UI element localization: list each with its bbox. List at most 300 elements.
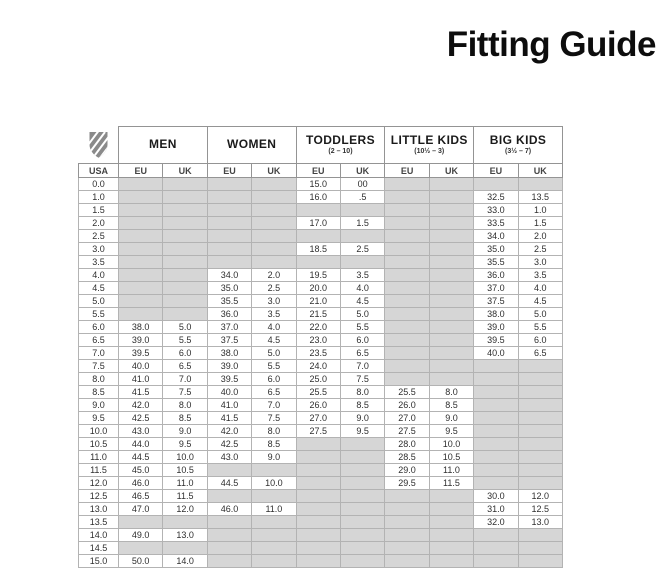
size-cell: 9.0 — [252, 451, 296, 464]
size-cell: 35.5 — [207, 295, 251, 308]
size-cell: 2.5 — [340, 243, 384, 256]
size-cell — [340, 477, 384, 490]
size-cell: 13.0 — [518, 516, 562, 529]
size-cell — [340, 438, 384, 451]
size-cell: 6.5 — [163, 360, 207, 373]
size-cell: 3.5 — [340, 269, 384, 282]
size-cell — [119, 178, 163, 191]
size-cell — [518, 386, 562, 399]
size-cell — [207, 555, 251, 568]
usa-size-cell: 13.0 — [79, 503, 119, 516]
size-cell: 44.5 — [207, 477, 251, 490]
size-cell: 1.0 — [518, 204, 562, 217]
size-cell — [207, 191, 251, 204]
size-cell — [252, 217, 296, 230]
size-cell: 30.0 — [474, 490, 518, 503]
table-row — [79, 269, 563, 282]
usa-size-cell: 1.5 — [79, 204, 119, 217]
size-cell: 44.0 — [119, 438, 163, 451]
size-cell — [163, 243, 207, 256]
size-cell — [385, 217, 429, 230]
size-cell — [385, 360, 429, 373]
size-cell: 32.5 — [474, 191, 518, 204]
size-cell: 42.0 — [207, 425, 251, 438]
size-cell — [474, 399, 518, 412]
size-cell — [429, 503, 473, 516]
size-cell: 39.5 — [119, 347, 163, 360]
size-cell: 4.0 — [340, 282, 384, 295]
usa-size-cell: 5.5 — [79, 308, 119, 321]
table-row — [79, 477, 563, 490]
size-cell: 27.5 — [385, 425, 429, 438]
usa-size-cell: 7.0 — [79, 347, 119, 360]
usa-size-cell: 15.0 — [79, 555, 119, 568]
size-cell — [296, 477, 340, 490]
usa-size-cell: 12.0 — [79, 477, 119, 490]
table-row — [79, 542, 563, 555]
table-row — [79, 373, 563, 386]
table-row — [79, 464, 563, 477]
size-cell: 24.0 — [296, 360, 340, 373]
table-row — [79, 438, 563, 451]
size-cell — [385, 516, 429, 529]
size-cell: 3.0 — [252, 295, 296, 308]
usa-size-cell: 4.5 — [79, 282, 119, 295]
size-cell: 9.0 — [340, 412, 384, 425]
size-cell — [296, 555, 340, 568]
size-cell — [518, 360, 562, 373]
size-cell — [474, 178, 518, 191]
size-cell — [119, 191, 163, 204]
size-cell: 5.5 — [252, 360, 296, 373]
table-row — [79, 191, 563, 204]
size-cell: 38.0 — [474, 308, 518, 321]
group-header-toddlers — [296, 127, 385, 164]
usa-size-cell: 6.0 — [79, 321, 119, 334]
size-cell — [385, 347, 429, 360]
usa-size-cell: 2.5 — [79, 230, 119, 243]
size-cell: 10.0 — [429, 438, 473, 451]
size-cell — [252, 178, 296, 191]
size-cell — [340, 230, 384, 243]
size-cell: 37.5 — [474, 295, 518, 308]
size-cell — [429, 295, 473, 308]
size-cell — [429, 529, 473, 542]
subheader-eu: EU — [474, 164, 518, 178]
size-cell: 3.5 — [252, 308, 296, 321]
usa-size-cell: 10.0 — [79, 425, 119, 438]
size-cell — [429, 321, 473, 334]
kswiss-shield-logo — [79, 131, 119, 159]
size-cell: 10.5 — [429, 451, 473, 464]
size-cell: 7.5 — [340, 373, 384, 386]
subheader-uk: UK — [518, 164, 562, 178]
group-header-little-kids — [385, 127, 474, 164]
size-cell: 42.0 — [119, 399, 163, 412]
table-row — [79, 308, 563, 321]
size-cell: 27.0 — [296, 412, 340, 425]
size-cell: 9.0 — [429, 412, 473, 425]
size-cell: 26.0 — [296, 399, 340, 412]
size-cell — [252, 464, 296, 477]
size-cell — [385, 178, 429, 191]
size-cell — [518, 373, 562, 386]
size-cell: 25.5 — [385, 386, 429, 399]
page-title: Fitting Guide — [446, 25, 656, 64]
size-cell: 29.5 — [385, 477, 429, 490]
size-cell: 37.0 — [207, 321, 251, 334]
size-cell: 36.0 — [207, 308, 251, 321]
size-cell: 8.0 — [429, 386, 473, 399]
size-cell — [163, 282, 207, 295]
size-cell — [119, 282, 163, 295]
size-cell: 2.5 — [518, 243, 562, 256]
size-cell: 26.0 — [385, 399, 429, 412]
size-cell — [429, 555, 473, 568]
size-cell — [429, 217, 473, 230]
table-row — [79, 425, 563, 438]
group-range: (3½ – 7) — [505, 148, 532, 156]
subheader-uk: UK — [340, 164, 384, 178]
usa-size-cell: 3.5 — [79, 256, 119, 269]
size-cell: 11.0 — [163, 477, 207, 490]
size-cell — [163, 217, 207, 230]
size-cell — [474, 412, 518, 425]
size-cell — [340, 464, 384, 477]
size-cell — [252, 230, 296, 243]
usa-size-cell: 3.0 — [79, 243, 119, 256]
size-cell — [385, 295, 429, 308]
size-cell — [385, 243, 429, 256]
size-cell: 40.0 — [207, 386, 251, 399]
group-range: (10½ – 3) — [414, 148, 445, 156]
size-cell: 9.5 — [163, 438, 207, 451]
size-cell — [474, 360, 518, 373]
size-cell — [385, 373, 429, 386]
size-cell — [207, 490, 251, 503]
table-row — [79, 503, 563, 516]
size-cell — [429, 178, 473, 191]
size-cell — [518, 542, 562, 555]
size-cell — [429, 308, 473, 321]
size-cell — [340, 555, 384, 568]
size-cell — [518, 451, 562, 464]
size-cell: 8.5 — [252, 438, 296, 451]
size-cell — [252, 490, 296, 503]
size-cell — [252, 555, 296, 568]
size-cell — [340, 204, 384, 217]
size-cell — [163, 295, 207, 308]
subheader-eu: EU — [119, 164, 163, 178]
size-cell: 4.5 — [340, 295, 384, 308]
size-cell: 5.0 — [252, 347, 296, 360]
size-cell: 9.0 — [163, 425, 207, 438]
size-cell — [340, 529, 384, 542]
size-cell: 9.5 — [429, 425, 473, 438]
size-cell: 6.0 — [252, 373, 296, 386]
size-cell — [163, 191, 207, 204]
usa-size-cell: 13.5 — [79, 516, 119, 529]
size-cell: 41.5 — [207, 412, 251, 425]
size-cell — [252, 256, 296, 269]
size-cell — [385, 282, 429, 295]
table-row — [79, 256, 563, 269]
group-label: TODDLERS — [305, 133, 375, 148]
size-cell: 12.5 — [518, 503, 562, 516]
usa-size-cell: 1.0 — [79, 191, 119, 204]
size-cell — [429, 347, 473, 360]
size-cell — [163, 230, 207, 243]
size-cell: 6.0 — [340, 334, 384, 347]
size-cell — [429, 269, 473, 282]
size-cell: 6.5 — [252, 386, 296, 399]
size-cell — [474, 464, 518, 477]
size-cell — [429, 542, 473, 555]
size-cell: 4.0 — [252, 321, 296, 334]
size-cell: 5.0 — [518, 308, 562, 321]
subheader-row — [79, 164, 563, 178]
table-row — [79, 217, 563, 230]
size-cell: 40.0 — [119, 360, 163, 373]
size-cell: 37.5 — [207, 334, 251, 347]
size-cell: 3.5 — [518, 269, 562, 282]
group-label: MEN — [148, 137, 177, 152]
size-cell: 1.5 — [518, 217, 562, 230]
size-cell: 4.5 — [518, 295, 562, 308]
table-row — [79, 243, 563, 256]
usa-size-cell: 8.0 — [79, 373, 119, 386]
size-cell — [163, 256, 207, 269]
subheader-usa: USA — [79, 164, 119, 178]
size-cell: 44.5 — [119, 451, 163, 464]
group-range: (2 – 10) — [328, 148, 353, 156]
size-cell: 7.0 — [163, 373, 207, 386]
size-cell — [163, 269, 207, 282]
size-cell — [429, 256, 473, 269]
size-cell — [474, 542, 518, 555]
size-cell: 45.0 — [119, 464, 163, 477]
size-cell — [340, 542, 384, 555]
size-cell: 6.5 — [518, 347, 562, 360]
size-cell: 4.0 — [518, 282, 562, 295]
group-header-men — [119, 127, 208, 164]
size-cell — [207, 464, 251, 477]
table-row — [79, 490, 563, 503]
size-cell: 12.0 — [163, 503, 207, 516]
size-cell: 33.5 — [474, 217, 518, 230]
size-cell — [429, 373, 473, 386]
size-cell: 12.0 — [518, 490, 562, 503]
size-cell: 38.0 — [119, 321, 163, 334]
usa-size-cell: 11.0 — [79, 451, 119, 464]
size-cell: 34.0 — [207, 269, 251, 282]
size-cell: 35.0 — [474, 243, 518, 256]
size-cell — [252, 529, 296, 542]
group-header-big-kids — [474, 127, 563, 164]
group-label: BIG KIDS — [489, 133, 547, 148]
size-cell — [252, 191, 296, 204]
size-cell: 11.5 — [429, 477, 473, 490]
size-cell — [296, 438, 340, 451]
size-cell — [296, 516, 340, 529]
size-cell: 43.0 — [207, 451, 251, 464]
size-cell: 40.0 — [474, 347, 518, 360]
size-cell: 7.5 — [252, 412, 296, 425]
table-row — [79, 516, 563, 529]
size-cell — [207, 542, 251, 555]
size-cell: 25.0 — [296, 373, 340, 386]
size-cell: 5.5 — [518, 321, 562, 334]
size-cell — [518, 438, 562, 451]
size-cell — [207, 217, 251, 230]
size-cell — [340, 490, 384, 503]
size-cell — [474, 425, 518, 438]
usa-size-cell: 5.0 — [79, 295, 119, 308]
size-cell: 6.0 — [518, 334, 562, 347]
size-cell: 46.0 — [207, 503, 251, 516]
size-cell — [119, 243, 163, 256]
size-cell: 17.0 — [296, 217, 340, 230]
size-cell: 5.0 — [163, 321, 207, 334]
usa-size-cell: 2.0 — [79, 217, 119, 230]
size-cell — [296, 529, 340, 542]
size-cell — [474, 555, 518, 568]
size-cell — [340, 516, 384, 529]
size-cell — [385, 529, 429, 542]
size-cell: 16.0 — [296, 191, 340, 204]
size-cell — [474, 373, 518, 386]
size-cell: 5.5 — [163, 334, 207, 347]
size-cell: 37.0 — [474, 282, 518, 295]
size-cell — [252, 243, 296, 256]
size-cell: 10.0 — [252, 477, 296, 490]
size-cell — [207, 178, 251, 191]
size-cell — [518, 555, 562, 568]
size-cell — [474, 451, 518, 464]
size-cell — [296, 490, 340, 503]
table-row — [79, 321, 563, 334]
size-cell — [296, 451, 340, 464]
size-cell — [119, 308, 163, 321]
size-cell: 25.5 — [296, 386, 340, 399]
size-cell: 49.0 — [119, 529, 163, 542]
size-cell: .5 — [340, 191, 384, 204]
size-cell — [340, 256, 384, 269]
size-cell: 2.0 — [252, 269, 296, 282]
size-cell: 34.0 — [474, 230, 518, 243]
usa-size-cell: 14.5 — [79, 542, 119, 555]
size-cell — [429, 516, 473, 529]
size-cell — [163, 178, 207, 191]
table-row — [79, 360, 563, 373]
size-cell: 4.5 — [252, 334, 296, 347]
size-cell — [385, 204, 429, 217]
size-cell — [119, 217, 163, 230]
size-cell — [385, 490, 429, 503]
size-cell: 7.5 — [163, 386, 207, 399]
size-cell: 13.0 — [163, 529, 207, 542]
size-cell — [163, 516, 207, 529]
size-cell — [385, 269, 429, 282]
size-cell: 5.5 — [340, 321, 384, 334]
size-cell — [207, 243, 251, 256]
size-cell — [252, 542, 296, 555]
size-cell — [518, 529, 562, 542]
size-cell: 14.0 — [163, 555, 207, 568]
size-cell: 21.5 — [296, 308, 340, 321]
size-cell: 41.5 — [119, 386, 163, 399]
size-cell: 32.0 — [474, 516, 518, 529]
usa-size-cell: 11.5 — [79, 464, 119, 477]
size-cell — [429, 191, 473, 204]
group-label: WOMEN — [227, 137, 277, 152]
usa-size-cell: 10.5 — [79, 438, 119, 451]
size-cell — [296, 230, 340, 243]
size-cell — [518, 399, 562, 412]
size-cell — [119, 516, 163, 529]
usa-size-cell: 6.5 — [79, 334, 119, 347]
size-cell: 00 — [340, 178, 384, 191]
size-cell: 5.0 — [340, 308, 384, 321]
size-cell: 46.0 — [119, 477, 163, 490]
size-cell — [429, 334, 473, 347]
size-cell: 6.0 — [163, 347, 207, 360]
size-cell: 3.0 — [518, 256, 562, 269]
size-cell: 47.0 — [119, 503, 163, 516]
size-cell: 42.5 — [119, 412, 163, 425]
size-cell: 11.0 — [429, 464, 473, 477]
size-cell — [385, 308, 429, 321]
size-cell: 23.0 — [296, 334, 340, 347]
size-cell — [429, 360, 473, 373]
table-row — [79, 399, 563, 412]
table-row — [79, 178, 563, 191]
size-cell — [429, 243, 473, 256]
size-cell: 21.0 — [296, 295, 340, 308]
size-cell: 41.0 — [207, 399, 251, 412]
size-cell: 42.5 — [207, 438, 251, 451]
size-cell: 39.5 — [207, 373, 251, 386]
size-cell — [119, 542, 163, 555]
usa-size-cell: 4.0 — [79, 269, 119, 282]
size-cell: 23.5 — [296, 347, 340, 360]
size-cell: 11.0 — [252, 503, 296, 516]
size-cell — [518, 425, 562, 438]
size-cell: 35.5 — [474, 256, 518, 269]
size-cell — [340, 503, 384, 516]
size-cell: 7.0 — [340, 360, 384, 373]
size-cell — [207, 529, 251, 542]
table-row — [79, 529, 563, 542]
size-cell — [385, 191, 429, 204]
subheader-eu: EU — [296, 164, 340, 178]
size-cell — [385, 321, 429, 334]
size-cell: 28.0 — [385, 438, 429, 451]
size-cell: 27.0 — [385, 412, 429, 425]
group-header-row — [79, 127, 563, 164]
size-cell — [518, 412, 562, 425]
size-cell — [429, 204, 473, 217]
table-row — [79, 386, 563, 399]
size-cell: 8.0 — [252, 425, 296, 438]
size-cell — [296, 542, 340, 555]
size-cell — [474, 477, 518, 490]
usa-size-cell: 9.5 — [79, 412, 119, 425]
size-cell — [429, 282, 473, 295]
table-row — [79, 555, 563, 568]
usa-size-cell: 8.5 — [79, 386, 119, 399]
size-cell — [518, 464, 562, 477]
